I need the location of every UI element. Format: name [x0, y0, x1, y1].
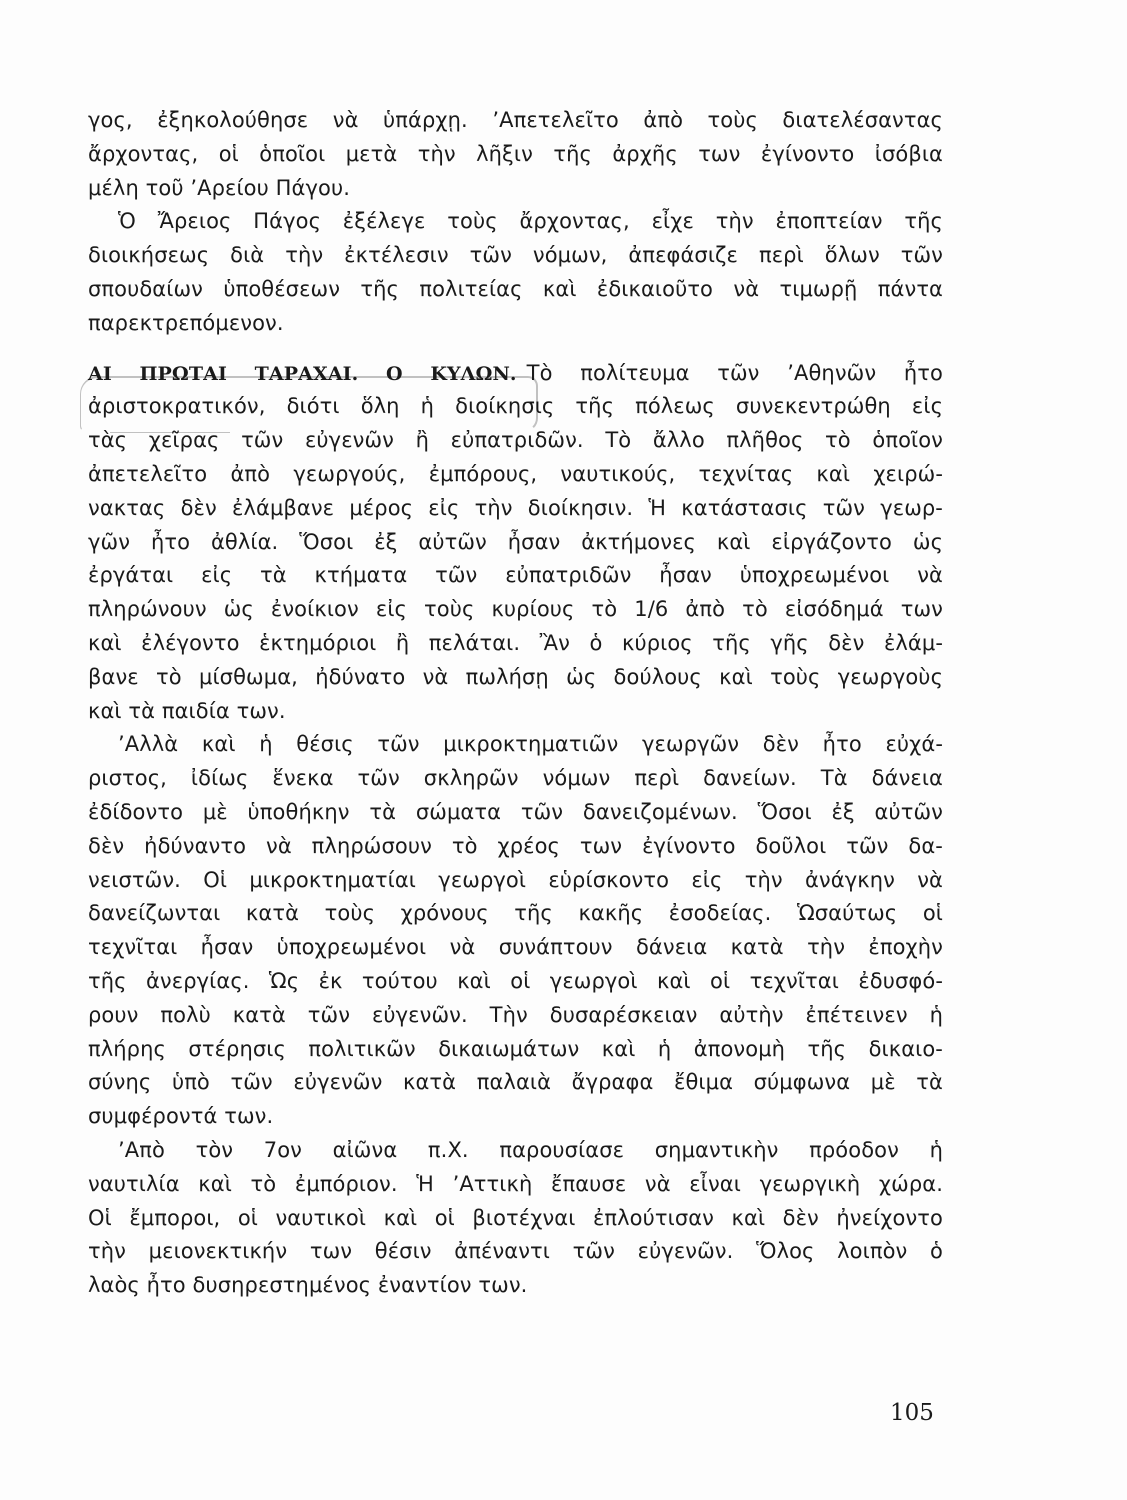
text-line	[88, 796, 943, 830]
line-text: Οἱ ἔμποροι, οἱ ναυτικοὶ καὶ οἱ βιοτέχναι ἐπλούτισαν καὶ δὲν ἠνείχοντο	[88, 1205, 943, 1230]
line-text: νειστῶν. Οἱ μικροκτηματίαι γεωργοὶ εὑρίσκοντο εἰς τὴν ἀνάγκην νὰ	[88, 867, 943, 892]
line-text: ναυτιλία καὶ τὸ ἐμπόριον. Ἡ ’Αττικὴ ἔπαυσε νὰ εἶναι γεωργικὴ χώρα.	[88, 1171, 943, 1196]
line-text: Ὁ Ἄρειος Πάγος ἐξέλεγε τοὺς ἄρχοντας, εἶχε τὴν ἐποπτείαν τῆς	[118, 209, 943, 234]
text-line	[88, 1269, 943, 1303]
line-text: τῆς ἀνεργίας. Ὡς ἐκ τούτου καὶ οἱ γεωργοὶ καὶ οἱ τεχνῖται ἐδυσφό-	[88, 968, 943, 993]
line-text: πληρώνουν ὡς ἐνοίκιον εἰς τοὺς κυρίους τὸ 1/6 ἀπὸ τὸ εἰσόδημά των	[88, 597, 943, 622]
text-line	[88, 1066, 943, 1100]
paragraph	[88, 341, 943, 729]
line-text: διοικήσεως διὰ τὴν ἐκτέλεσιν τῶν νόμων, ἀπεφάσιζε περὶ ὅλων τῶν	[88, 243, 943, 268]
line-text: γος, ἐξηκολούθησε νὰ ὑπάρχῃ. ’Απετελεῖτο ἀπὸ τοὺς διατελέσαντας	[88, 108, 943, 132]
text-line	[88, 307, 943, 341]
line-text: συμφέροντά των.	[88, 1104, 274, 1129]
text-line	[88, 205, 943, 239]
text-line	[88, 559, 943, 593]
line-text: νακτας δὲν ἐλάμβανε μέρος εἰς τὴν διοίκησιν. Ἡ κατάστασις τῶν γεωρ-	[88, 495, 943, 520]
line-text: βανε τὸ μίσθωμα, ἠδύνατο νὰ πωλήσῃ ὡς δούλους καὶ τοὺς γεωργοὺς	[88, 664, 943, 689]
text-line	[88, 695, 943, 729]
text-line	[88, 1202, 943, 1236]
section-heading: ΑΙ ΠΡΩΤΑΙ ΤΑΡΑΧΑΙ. Ο ΚΥΛΩΝ.	[88, 362, 517, 385]
line-text: καὶ ἐλέγοντο ἑκτημόριοι ἢ πελάται. Ἂν ὁ κύριος τῆς γῆς δὲν ἐλάμ-	[88, 630, 943, 655]
page-number: 105	[890, 1400, 934, 1426]
line-text: τὴν μειονεκτικήν των θέσιν ἀπέναντι τῶν εὐγενῶν. Ὅλος λοιπὸν ὁ	[88, 1239, 943, 1264]
paragraph	[88, 728, 943, 1134]
text-line	[88, 239, 943, 273]
text-line	[88, 762, 943, 796]
line-text: δανείζωνται κατὰ τοὺς χρόνους τῆς κακῆς ἐσοδείας. Ὡσαύτως οἱ	[88, 901, 943, 926]
text-line	[88, 492, 943, 526]
line-text: ἀριστοκρατικόν, διότι ὅλη ἡ διοίκησις τῆς πόλεως συνεκεντρώθη εἰς	[88, 394, 943, 419]
text-line	[88, 627, 943, 661]
text-line	[88, 424, 943, 458]
body-text	[88, 104, 943, 1303]
line-text: μέλη τοῦ ’Αρείου Πάγου.	[88, 175, 350, 200]
text-line	[88, 458, 943, 492]
text-line	[88, 357, 943, 391]
paragraph	[88, 205, 943, 340]
text-line	[88, 138, 943, 172]
text-line	[88, 1134, 943, 1168]
text-line	[88, 104, 943, 138]
text-line	[88, 897, 943, 931]
text-line	[88, 728, 943, 762]
line-text: ρουν πολὺ κατὰ τῶν εὐγενῶν. Τὴν δυσαρέσκειαν αὐτὴν ἐπέτεινεν ἡ	[88, 1002, 943, 1027]
line-text: ’Αλλὰ καὶ ἡ θέσις τῶν μικροκτηματιῶν γεωργῶν δὲν ἦτο εὐχά-	[118, 732, 943, 757]
text-line	[88, 1235, 943, 1269]
text-line	[88, 593, 943, 627]
line-text: δὲν ἠδύναντο νὰ πληρώσουν τὸ χρέος των ἐγίνοντο δοῦλοι τῶν δα-	[88, 833, 943, 858]
line-text: γῶν ἦτο ἀθλία. Ὅσοι ἐξ αὐτῶν ἦσαν ἀκτήμονες καὶ εἰργάζοντο ὡς	[88, 529, 943, 554]
line-text: ἀπετελεῖτο ἀπὸ γεωργούς, ἐμπόρους, ναυτικούς, τεχνίτας καὶ χειρώ-	[88, 461, 943, 486]
line-text: ἄρχοντας, οἱ ὁποῖοι μετὰ τὴν λῆξιν τῆς ἀρχῆς των ἐγίνοντο ἰσόβια	[88, 141, 943, 166]
section-gap	[88, 341, 943, 357]
line-text: ἐδίδοντο μὲ ὑποθήκην τὰ σώματα τῶν δανειζομένων. Ὅσοι ἐξ αὐτῶν	[88, 799, 943, 824]
text-line	[88, 864, 943, 898]
line-text: παρεκτρεπόμενον.	[88, 310, 284, 335]
text-line	[88, 661, 943, 695]
line-text: ἐργάται εἰς τὰ κτήματα τῶν εὐπατριδῶν ἦσαν ὑποχρεωμένοι νὰ	[88, 563, 943, 588]
line-text: ’Απὸ τὸν 7ον αἰῶνα π.Χ. παρουσίασε σημαντικὴν πρόοδον ἡ	[118, 1137, 943, 1162]
line-text: καὶ τὰ παιδία των.	[88, 698, 286, 723]
text-line	[88, 1033, 943, 1067]
line-text: πλήρης στέρησις πολιτικῶν δικαιωμάτων καὶ ἡ ἀπονομὴ τῆς δικαιο-	[88, 1036, 943, 1061]
line-text: λαὸς ἦτο δυσηρεστημένος ἐναντίον των.	[88, 1273, 528, 1298]
text-line	[88, 965, 943, 999]
line-text: σπουδαίων ὑποθέσεων τῆς πολιτείας καὶ ἐδικαιοῦτο νὰ τιμωρῇ πάντα	[88, 276, 943, 301]
line-text: τὰς χεῖρας τῶν εὐγενῶν ἢ εὐπατριδῶν. Τὸ ἄλλο πλῆθος τὸ ὁποῖον	[88, 428, 943, 453]
paragraph	[88, 104, 943, 205]
text-line	[88, 390, 943, 424]
text-line	[88, 999, 943, 1033]
text-line	[88, 931, 943, 965]
line-text: τεχνῖται ἦσαν ὑποχρεωμένοι νὰ συνάπτουν δάνεια κατὰ τὴν ἐποχὴν	[88, 935, 943, 960]
text-line	[88, 830, 943, 864]
line-text: ριστος, ἰδίως ἕνεκα τῶν σκληρῶν νόμων περὶ δανείων. Τὰ δάνεια	[88, 766, 943, 791]
line-text: Τὸ πολίτευμα τῶν ’Αθηνῶν ἦτο	[526, 360, 944, 385]
text-line	[88, 526, 943, 560]
line-text: σύνης ὑπὸ τῶν εὐγενῶν κατὰ παλαιὰ ἄγραφα ἔθιμα σύμφωνα μὲ τὰ	[88, 1070, 943, 1095]
text-line	[88, 1100, 943, 1134]
text-line	[88, 273, 943, 307]
text-line	[88, 1168, 943, 1202]
text-line	[88, 172, 943, 206]
paragraph	[88, 1134, 943, 1303]
